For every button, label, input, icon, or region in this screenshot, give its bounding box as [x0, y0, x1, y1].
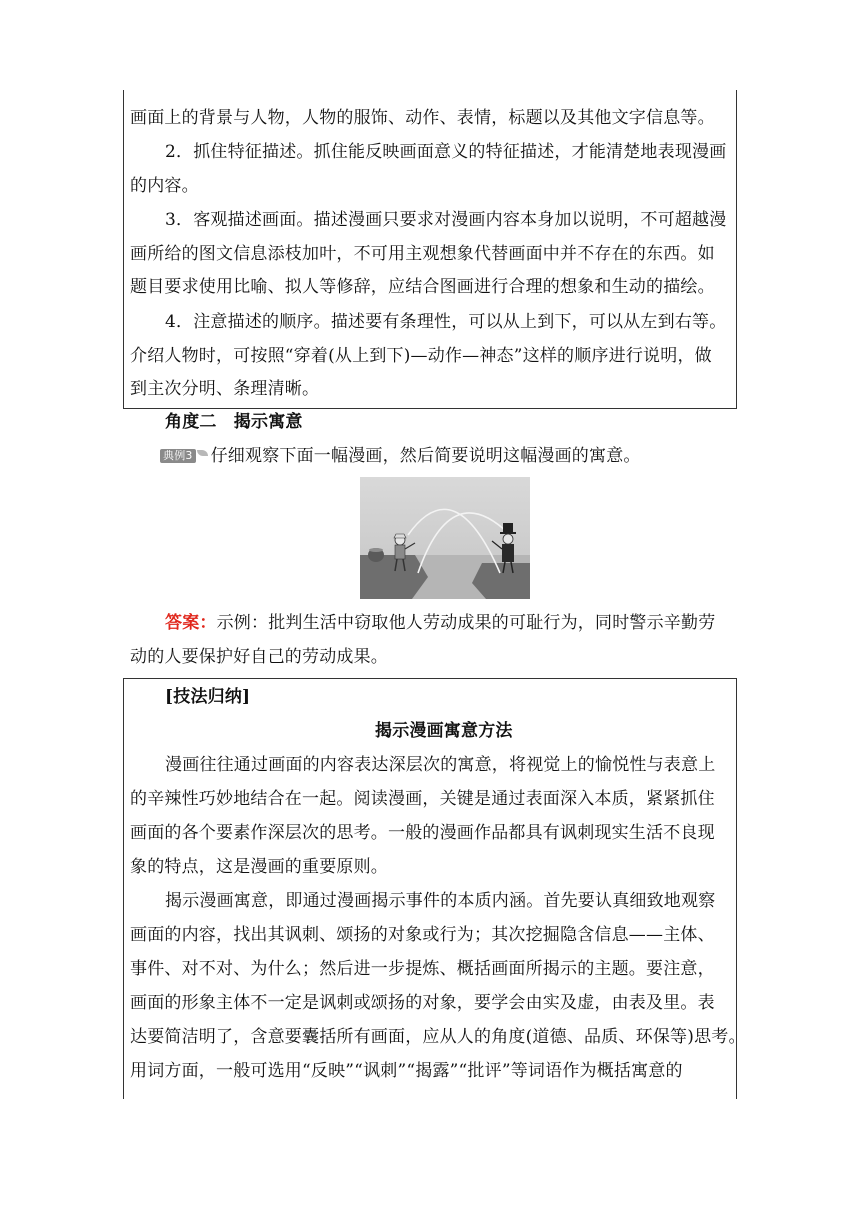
method-title: 揭示漫画寓意方法: [375, 721, 513, 741]
box1-line1: 画面上的背景与人物，人物的服饰、动作、表情，标题以及其他文字信息等。: [130, 108, 715, 128]
answer-line2: 动的人要保护好自己的劳动成果。: [130, 647, 388, 667]
box2-p2-line4: 画面的形象主体不一定是讽刺或颂扬的对象，要学会由实及虚，由表及里。表: [130, 993, 715, 1013]
box2-p1-line3: 画面的各个要素作深层次的思考。一般的漫画作品都具有讽刺现实生活不良现: [130, 823, 715, 843]
box1-item2-line1: 2．抓住特征描述。抓住能反映画面意义的特征描述，才能清楚地表现漫画: [165, 142, 727, 162]
box2-p1-line4: 象的特点，这是漫画的重要原则。: [130, 857, 388, 877]
cartoon-image: [360, 477, 530, 599]
answer-text: 示例：批判生活中窃取他人劳动成果的可耻行为，同时警示辛勤劳: [216, 613, 716, 633]
box2-p2-line2: 画面的内容，找出其讽刺、颂扬的对象或行为；其次挖掘隐含信息——主体、: [130, 925, 715, 945]
box1-item4-line1: 4．注意描述的顺序。描述要有条理性，可以从上到下，可以从左到右等。: [165, 312, 727, 332]
box1-item4-line3: 到主次分明、条理清晰。: [130, 379, 320, 399]
box1-item2-line2: 的内容。: [130, 176, 199, 196]
box1-item3-line2: 画所给的图文信息添枝加叶，不可用主观想象代替画面中并不存在的东西。如: [130, 244, 715, 264]
box2-p1-line1: 漫画往往通过画面的内容表达深层次的寓意，将视觉上的愉悦性与表意上: [165, 755, 716, 775]
box2-p2-line5: 达要简洁明了，含意要囊括所有画面，应从人的角度(道德、品质、环保等)思考。: [130, 1027, 746, 1047]
box1-item4-line2: 介绍人物时，可按照“穿着(从上到下)—动作—神态”这样的顺序进行说明，做: [130, 346, 712, 366]
question-text: 仔细观察下面一幅漫画，然后简要说明这幅漫画的寓意。: [210, 446, 641, 466]
box2-p1-line2: 的辛辣性巧妙地结合在一起。阅读漫画，关键是通过表面深入本质，紧紧抓住: [130, 789, 715, 809]
box2-p2-line6: 用词方面，一般可选用“反映”“讽刺”“揭露”“批评”等词语作为概括寓意的: [130, 1061, 683, 1081]
method-tag: [技法归纳]: [165, 687, 251, 707]
box1-item3-line1: 3．客观描述画面。描述漫画只要求对漫画内容本身加以说明，不可超越漫: [165, 210, 727, 230]
box2-p2-line1: 揭示漫画寓意，即通过漫画揭示事件的本质内涵。首先要认真细致地观察: [165, 891, 716, 911]
leaf-icon: [197, 450, 208, 456]
answer-line1: [165, 606, 715, 640]
box2-p2-line3: 事件、对不对、为什么；然后进一步提炼、概括画面所揭示的主题。要注意，: [130, 959, 715, 979]
section-heading: 角度二 揭示寓意: [165, 412, 303, 432]
box1-item3-line3: 题目要求使用比喻、拟人等修辞，应结合图画进行合理的想象和生动的描绘。: [130, 277, 715, 297]
answer-label: 答案：: [165, 613, 217, 633]
example-badge: 典例3: [160, 449, 196, 463]
example-question: [160, 439, 641, 473]
